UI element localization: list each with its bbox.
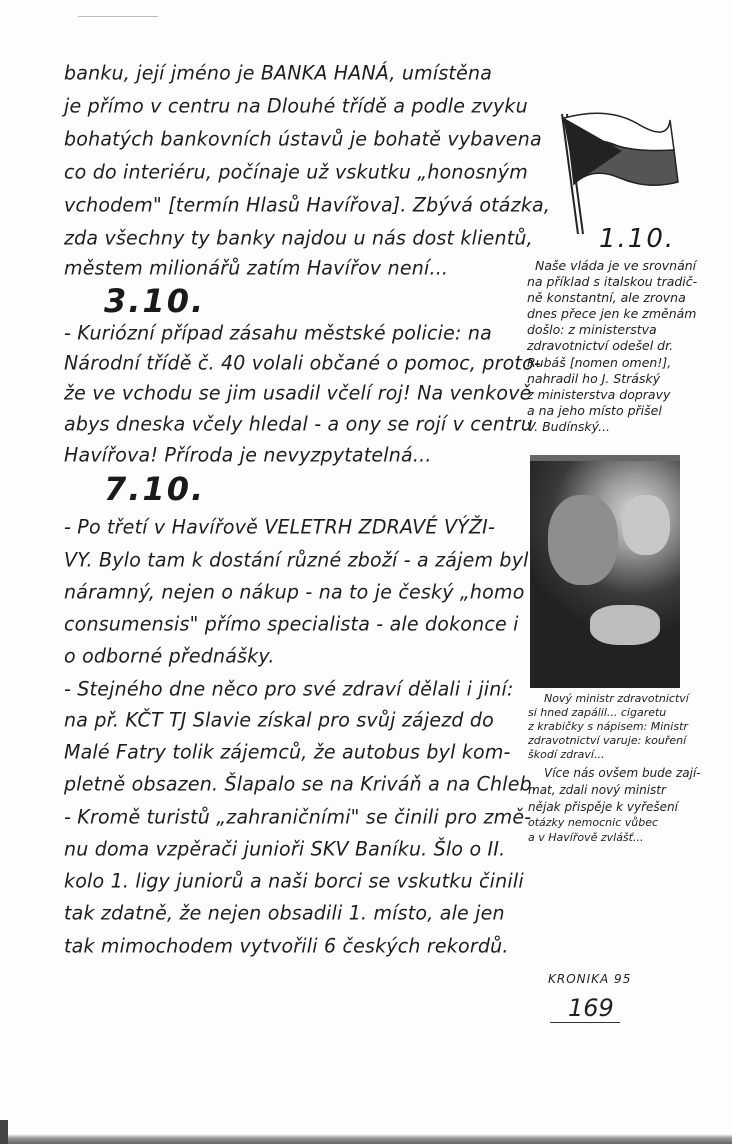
text-line: - Kromě turistů „zahraničními" se činili pro změ-	[64, 805, 532, 829]
caption-line: škodí zdraví...	[528, 748, 605, 761]
caption-line: nahradil ho J. Stráský	[527, 371, 661, 386]
text-line: na př. KČT TJ Slavie získal pro svůj zájezd do	[64, 708, 494, 732]
caption-line: zdravotnictví odešel dr.	[527, 338, 674, 353]
page-bottom-edge	[0, 1134, 732, 1144]
text-line: tak zdatně, že nejen obsadili 1. místo, ale jen	[64, 901, 505, 925]
minister-photo	[530, 455, 680, 688]
text-line: vchodem" [termín Hlasů Havířova]. Zbývá otázka,	[64, 193, 551, 217]
scan-corner-shadow	[0, 1120, 8, 1144]
czech-flag-drawing	[548, 106, 688, 236]
caption-line: otázky nemocnic vůbec	[528, 816, 659, 829]
text-line: náramný, nejen o nákup - na to je český „homo	[64, 580, 525, 604]
text-line: - Stejného dne něco pro své zdraví dělali i jiní:	[64, 677, 514, 701]
text-line: tak mimochodem vytvořili 6 českých rekordů.	[64, 934, 509, 958]
text-line: městem milionářů zatím Havířov není...	[64, 256, 449, 280]
text-line: zda všechny ty banky najdou u nás dost klientů,	[64, 226, 533, 250]
caption-line: mat, zdali nový ministr	[528, 783, 666, 797]
page-number-underline	[550, 1022, 620, 1023]
caption-line: došlo: z ministerstva	[527, 322, 657, 337]
text-line: Národní třídě č. 40 volali občané o pomoc, proto-	[64, 351, 541, 375]
text-line: Havířova! Příroda je nevyzpytatelná...	[64, 443, 432, 467]
text-line: - Kuriózní případ zásahu městské policie: na	[64, 321, 492, 345]
text-line: banku, její jméno je BANKA HANÁ, umístěna	[64, 61, 493, 85]
text-line: bohatých bankovních ústavů je bohatě vybavena	[64, 127, 542, 151]
caption-line: z ministerstva dopravy	[527, 387, 671, 402]
text-line: nu doma vzpěrači junioři SKV Baníku. Šlo o II.	[64, 837, 506, 861]
text-line: co do interiéru, počínaje už vskutku „honosným	[64, 160, 528, 184]
caption-line: zdravotnictví varuje: kouření	[528, 734, 687, 747]
text-line: abys dneska včely hledal - a ony se rojí v centru	[64, 412, 533, 436]
caption-line: a v Havířově zvlášť...	[528, 831, 644, 844]
text-line: consumensis" přímo specialista - ale dokonce i	[64, 612, 519, 636]
caption-line: na příklad s italskou tradič-	[527, 274, 698, 289]
date-heading: 3.10.	[104, 282, 206, 320]
caption-line: z krabičky s nápisem: Ministr	[528, 720, 688, 733]
text-line: - Po třetí v Havířově VELETRH ZDRAVÉ VÝŽI-	[64, 515, 496, 539]
text-line: VY. Bylo tam k dostání různé zboží - a zájem byl	[64, 548, 529, 572]
chronicle-label: KRONIKA 95	[548, 972, 632, 986]
caption-line: nějak přispěje k vyřešení	[528, 800, 678, 814]
caption-line: si hned zapálil... cigaretu	[528, 706, 667, 719]
caption-line: a na jeho místo přišel	[527, 403, 662, 418]
text-line: je přímo v centru na Dlouhé třídě a podle zvyku	[64, 94, 528, 118]
caption-line: dnes přece jen ke změnám	[527, 306, 697, 321]
date-heading: 7.10.	[104, 470, 206, 508]
caption-line: V. Budínský...	[527, 419, 610, 434]
text-line: o odborné přednášky.	[64, 644, 275, 668]
caption-line: ně konstantní, ale zrovna	[527, 290, 686, 305]
text-line: pletně obsazen. Šlapalo se na Kriváň a na Chleb.	[64, 772, 539, 796]
text-line: Malé Fatry tolik zájemců, že autobus byl kom-	[64, 740, 511, 764]
text-line: že ve vchodu se jim usadil včelí roj! Na venkově	[64, 381, 532, 405]
page-edge-mark	[78, 16, 158, 17]
caption-line: Naše vláda je ve srovnání	[535, 258, 697, 273]
date-heading: 1.10.	[599, 224, 676, 254]
text-line: kolo 1. ligy juniorů a naši borci se vskutku činili	[64, 869, 524, 893]
caption-line: Více nás ovšem bude zají-	[544, 766, 701, 780]
caption-line: Nový ministr zdravotnictví	[544, 692, 689, 705]
page-number: 169	[568, 994, 614, 1022]
caption-line: Rubáš [nomen omen!],	[527, 355, 672, 370]
